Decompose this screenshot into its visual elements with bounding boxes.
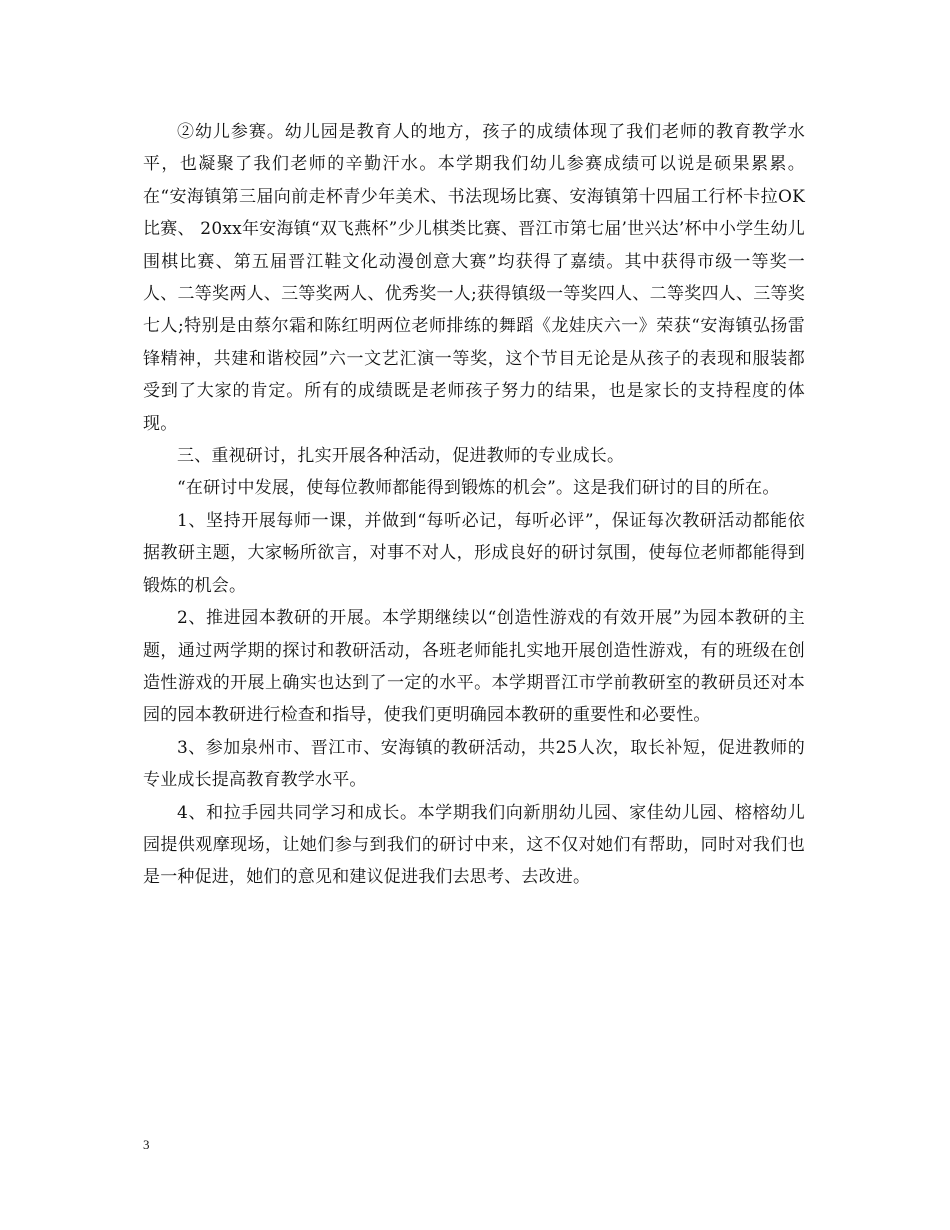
paragraph-section-heading: 三、重视研讨，扎实开展各种活动，促进教师的专业成长。 (177, 446, 625, 467)
page-number: 3 (143, 1137, 150, 1152)
paragraph-item-2: 2、推进园本教研的开展。本学期继续以“创造性游戏的有效开展”为园本教研的主题，通过两学期的探讨和教研活动，各班老师能扎实地开展创造性游戏，有的班级在创造性游戏的开展上确实也达到了一定的水平。本学期晋江市学前教研室的教研员还对本园的园本教研进行检查和指导，使我们更明确园本教研的重要性和必要性。 (143, 608, 805, 726)
paragraph-item-3: 3、参加泉州市、晋江市、安海镇的教研活动，共25人次，取长补短，促进教师的专业成长提高教育教学水平。 (143, 737, 805, 791)
paragraph-research-purpose: “在研讨中发展，使每位教师都能得到锻炼的机会”。这是我们研讨的目的所在。 (177, 478, 780, 499)
document-body (143, 116, 805, 894)
paragraph-item-4: 4、和拉手园共同学习和成长。本学期我们向新朋幼儿园、家佳幼儿园、榕榕幼儿园提供观摩现场，让她们参与到我们的研讨中来，这不仅对她们有帮助，同时对我们也是一种促进，她们的意见和建议促进我们去思考、去改进。 (143, 802, 805, 888)
paragraph-item-1: 1、坚持开展每师一课，并做到“每听必记，每听必评”，保证每次教研活动都能依据教研主题，大家畅所欲言，对事不对人，形成良好的研讨氛围，使每位老师都能得到锻炼的机会。 (143, 510, 805, 596)
paragraph-children-competition: ②幼儿参赛。幼儿园是教育人的地方，孩子的成绩体现了我们老师的教育教学水平，也凝聚了我们老师的辛勤汗水。本学期我们幼儿参赛成绩可以说是硕果累累。在“安海镇第三届向前走杯青少年美术、书法现场比赛、安海镇第十四届工行杯卡拉OK比赛、 20xx年安海镇“双飞燕杯”少儿棋类比赛、晋江市第七届’世兴达’杯中小学生幼儿围棋比赛、第五届晋江鞋文化动漫创意大赛”均获得了嘉绩。其中获得市级一等奖一人、二等奖两人、三等奖两人、优秀奖一人;获得镇级一等奖四人、二等奖四人、三等奖七人;特别是由蔡尔霜和陈红明两位老师排练的舞蹈《龙娃庆六一》荣获“安海镇弘扬雷锋精神，共建和谐校园”六一文艺汇演一等奖，这个节目无论是从孩子的表现和服装都受到了大家的肯定。所有的成绩既是老师孩子努力的结果，也是家长的支持程度的体现。 (143, 122, 805, 434)
